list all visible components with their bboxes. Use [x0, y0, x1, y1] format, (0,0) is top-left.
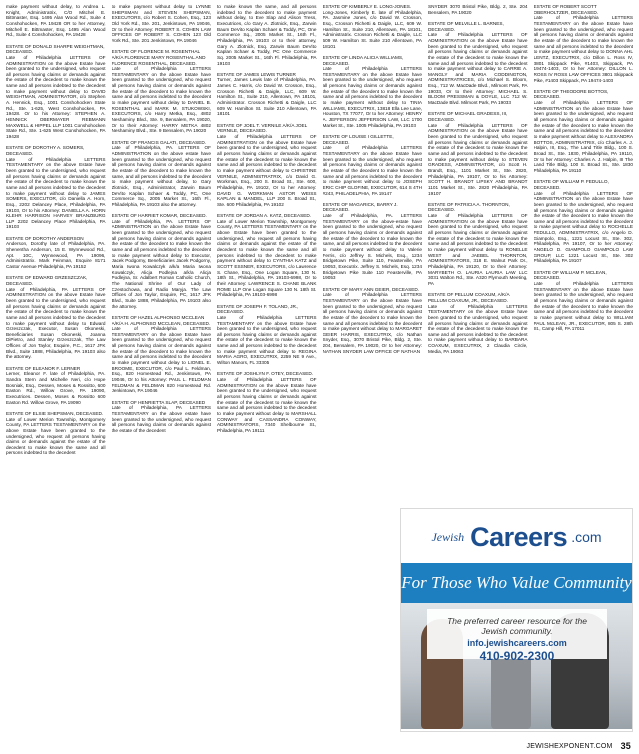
ad-logo-main: Careers [470, 521, 568, 552]
estate-notice-heading: ESTATE OF PATRICIA A. THORNTON, DECEASED. [428, 201, 510, 213]
estate-notice-body: make payment without delay, to Andrea L. Knight, Administratrix, C/O Mitchel E. Bittmaster, Esq. 1495 Alan Wood Rd., Suite 4 Conshohocken, PA 19428 OR to her Attorney, Mitchell E. Bittmaster, Esq. 1495 Alan Wood Rd., Suite 4 Conshohocken, PA 19428 [6, 4, 106, 38]
ad-tagline-line-2: Jewish community. [481, 626, 553, 636]
estate-notice [323, 134, 423, 196]
estate-notice-body: Late of Philadelphia LETTERS TESTAMENTARY on the above Estate have been granted to the undersigned, who request all persons having claims or demands against the estate of the decedent to make known the same and all persons indebted to the decedent to make payment without delay to REGINA MARIA AGRO, EXECUTRIX, 2259 NE 9 Ave., Wilton Manors, FL 33305 [217, 314, 317, 366]
estate-notice-heading: ESTATE OF DOROTHY A. SOMERS, DECEASED. [6, 145, 85, 156]
estate-notice [217, 304, 317, 366]
estate-notice-body: Turner, James Lewis late of Philadelphia, PA. James C. Harris, c/o David W. Crosson, Esq., Crosson Richetti & Daigle, LLC, 609 W. Hamilton St., Suite 210, Allentown, PA 18101, Administrator. Crosson Richetti & Daigle, LLC 609 W. Hamilton St. Suite 210 Allentown, PA 18101 [217, 77, 317, 117]
page-footer [0, 738, 639, 754]
ad-logo [401, 509, 632, 559]
estate-notice-body: Lerner, Eleanor F. late of Philadelphia, PA. Sandra Stern and Michelle Neri, c/o Hope Bosniak, Esq., Dessen, Moses & Rossitto, 600 Easton Rd., Willow Grove, PA 19090, Executrices. Dessen, Moses & Rossitto 600 Easton Rd. Willow Grove, PA 19090 [6, 371, 106, 405]
estate-notice-heading: ESTATE OF MICHAEL GRADESS, III, DECEASED. [428, 111, 508, 122]
estate-notice-heading: ESTATE OF JORDAN A. KATZ, DECEASED. [217, 213, 312, 219]
estate-notice [6, 145, 106, 230]
ad-logo-prefix: Jewish [431, 529, 465, 544]
estate-notice-heading: ESTATE OF LOUISE I GILLETTE, DECEASED. [322, 133, 394, 145]
ad-phone-number: 410-902-2300 [479, 649, 555, 663]
estate-notice-heading: ESTATE OF EDWARD GRZESZCZAK, DECEASED. [6, 275, 88, 286]
estate-notice-body: to make known the same, and all persons indebted to the decedent to make payment without delay, to Eve Slap and Alison Tress, Executrices, c/o Gary A. Zlotnick, Esq., Zarwin Baum DeVito Kaplan Schaer & Toddy, PC, One Commerce Sq., 2005 Market St., 16th Fl., Philadelphia, PA 19103 or to their attorney, Gary A. Zlotnick, Esq. Zarwin Baum DeVito Kaplan Schaer & Toddy, PC One Commerce Sq. 2005 Market St., 16th Fl. Philadelphia, PA 19103 [217, 4, 317, 66]
ad-tagline-box [427, 609, 607, 663]
ad-photo [401, 603, 632, 729]
estate-notice [6, 44, 106, 140]
estate-notice-body: Late of Philadelphia LETTERS TESTAMENTARY on the above Estate have been granted to the undersigned, who request all persons having claims or demands against the estate of the decedent to make known the same and all persons indebted to the decedent to make payment without delay to LIONEL E. BROOME, EXECUTOR, c/o Paul L. Feldman, Esq., 820 Homestead Rd., Jenkintown, PA 19046, Or to his Attorney: PAUL L. FELDMAN FELDMAN & FELDMAN 820 Homestead Rd. Jenkintown, PA 19046 [111, 326, 211, 394]
ad-url-link[interactable]: info.jewishcareers.com [467, 638, 567, 648]
estate-notice [217, 72, 317, 117]
footer-site-name: JEWISHEXPONENT.COM [526, 742, 613, 750]
estate-notice-heading: ESTATE OF MAGARICK, BARRY J. DECEASED. [322, 201, 398, 213]
ad-banner: For Those Who Value Community [401, 563, 632, 603]
estate-notice-body: Late of Philadelphia LETTERS TESTAMENTARY on the above Estate have been granted to the undersigned, who request all persons having claims or demands against the estate of the decedent to make known the same and all persons indebted to the decedent to make payment without delay to JAMES SOMERS, EXECUTOR, c/o Daniella A. Horn, Esq., 2202 Delancey Place, Philadelphia, PA 19103, Or to his Attorney: DANIELLA A. HORN KLEHR HARRISON HARVEY BRANZBURG LLP 2202 Delancey Place Philadelphia, PA 19103 [6, 156, 106, 230]
estate-notice-heading: ESTATE OF ELEANOR F. LERNER [6, 365, 81, 371]
estate-notice-body: to make payment without delay to LYNNE SHEPSMAN and STEVEN SHEPSMAN, EXECUTORS, c/o Robert S. Cohen, Esq., 123 Old York Rd., Ste. 201, Jenkintown, PA 19046, Or to their Attorney: ROBERT S. COHEN LAW OFFICES OF ROBERT S. COHEN 123 Old York Rd., Ste. 201 Jenkintown, PA 19046 [111, 4, 211, 43]
estate-notice-heading: ESTATE OF HENRIETTA SLAP, DECEASED [111, 399, 206, 405]
estate-notice-body: Late of Philadelphia LETTERS TESTAMENTARY on the above Estate have been granted to the undersigned, who request all persons having claims or demands against the estate of the decedent to make known the same and all persons indebted to the decedent to make payment without delay to DANIEL B. ROSENTHAL and MARK M. STUKOWSKI, EXECUTORS, c/o Harry Metka, Esq., 4802 Neshaminy Blvd., Ste. 9, Bensalem, PA 19020, Or to their Attorney: HARRY METKA 4802 Neshaminy Blvd., Ste. 9 Bensalem, PA 19020 [111, 66, 211, 134]
estate-notice-body: Late of Philadelphia LETTERS TESTAMENTARY on the above Estate have been granted to the undersigned, who request all persons having claims or demands against the estate of the decedent to make known the same and all persons indebted to the decedent to make payment without delay to MARGARET GEIER HARRIS, EXECUTRIX, c/o Nathan Snyder, Esq., 3070 Bristol Pike, Bldg. 2, Ste. 204, Bensalem, PA 19020, Or to her Attorney: NATHAN SNYDER LAW OFFICE OF NATHAN [322, 292, 422, 354]
estate-notice-body: SNYDER 3070 Bristol Pike, Bldg. 2, Ste. 204 Bensalem, PA 19020 [428, 4, 528, 15]
estate-notice-body: Late of Philadelphia LETTERS OF ADMINISTRATION on the above Estate have been granted to the undersigned, who request all persons having claims or demands against the estate of the decedent to make known the same and all persons indebted to the decedent to make payment without delay to ALEXANDRA BOTTOS, ADMINISTRATRIX, c/o Charles A. J. Halpin, III, Esq., The Land Title Bldg., 100 S. Broad St., Ste. 1830, Philadelphia, PA 19110, Or to her Attorney: Charles A. J. Halpin, III The Land Title Bldg. 100 S. Broad St., Ste. 1830 Philadelphia, PA 19110 [533, 100, 633, 173]
estate-notice [6, 4, 106, 38]
estate-notice [217, 213, 317, 298]
estate-notice-body: Late of Philadelphia LETTERS TESTAMENTARY on the above Estate have been granted to the undersigned, who request all persons having claims or demands against the estate of the decedent to make known the same and all persons indebted to the decedent to make payment without delay to DONNA AHL LENTZ, EXECUTRIX, c/o Dillon L. Ross IV, 3801 Skippack Pike, #1403, Skippack, PA 19474-1403, Or to her Attorney: DILLON L. ROSS IV ROSS LAW OFFICES 3801 Skippack Pike, #1403 Skippack, PA 19474-1403 [533, 15, 633, 83]
estate-notice-body: Late of Philadelphia, PA LETTERS TESTAMENTARY on the above estate have been granted to the undersigned, who request all persons having claims or demands against the estate of the decedent [111, 405, 211, 433]
estate-notice-heading: ESTATE OF JOSEPH F. TOLAND, JR., DECEASED. [217, 303, 299, 315]
estate-notice-heading: ESTATE OF ROBERT SCOTT OBERHOLTZER, DECEASED. [533, 4, 599, 15]
page-number: 35 [620, 741, 631, 751]
estate-notice [217, 4, 317, 66]
estate-notice-heading: ESTATE OF DONALD SHARPE WEIGHTMAN, DECEASED. [6, 43, 105, 55]
estate-notice-body: Late of Philadelphia LETTERS TESTAMENTARY on the above Estate have been granted to the undersigned, who request all persons having claims or demands against the estate of the decedent to make known the same and all persons indebted to the decedent to make payment without delay to BARBARA COAXUM, EXECUTRIX, 2 Claudia Circle, Media, PA 19063 [428, 303, 528, 354]
estate-notice [217, 123, 317, 208]
estate-notice [534, 270, 634, 332]
estate-notice-body: Late of Philadelphia LETTERS OF ADMINISTRATION on the above Estate have been granted to the undersigned, who request all persons having claims or demands against the estate of the decedent to make known the same and all persons indebted to the decedent to make payment without delay to MARSHALL CONWAY and CASSANDRA CONWAY, ADMINISTRATORS, 7340 Shelbourne St., Philadelphia, PA 19111 [217, 377, 317, 433]
estate-notice-heading: ESTATE OF ELSIE SHEPSMAN, DECEASED. [6, 410, 104, 416]
estate-notice [323, 287, 423, 355]
estate-notice-heading: ESTATE OF DOROTHY ANDERSON [6, 235, 84, 241]
estate-notice-heading: ESTATE OF FLORENCE M. ROSENTHAL A/K/A FLORENCE MARY ROSENTHAL AND FLORENCE ROSENTHAL, DECEASED. [111, 49, 206, 66]
estate-notice [112, 140, 212, 208]
estate-notice-heading: ESTATE OF JOSHLYN F. OTEY, DECEASED. [217, 371, 314, 377]
estate-notice [6, 411, 106, 456]
estate-notice [428, 111, 528, 196]
estate-notice [112, 4, 212, 44]
estate-notice-body: Late of Philadelphia LETTERS OF ADMINISTRATION on the above Estate have been granted to the undersigned, who request all persons having claims or demands against the estate of the decedent to make known the same and all persons indebted to the decedent to make payment without delay to CARRIE A. MANGLY and MARIA CODDINGTON, ADMINISTRATRICES, c/o Michael S. Bloom, Esq., 712 W. MacDade Blvd., Milmont Park, PA 19033, Or to their Attorney: MICHAEL S. BLOOM PRESSMAN & DOYLE, LLC 712 W. MacDade Blvd. Milmont Park, PA 19033 [428, 32, 528, 106]
estate-notice-body: Late of Philadelphia LETTERS TESTAMENTARY on the above Estate have been granted to the undersigned, who request all persons having claims or demands against the estate of the decedent to make known the same and all persons indebted to the decedent to make payment without delay to TINIA WILLIAMS, EXECUTRIX, 13818 Ella Lee Lane, Houston, TX 77077, Or to her Attorney: HENRY A. JEFFERSON JEFFERSON LAW, LLC 1700 Market St., Ste. 1005 Philadelphia, PA 19103 [322, 66, 422, 128]
estate-notice-heading: ESTATE OF THEODORE BOTTOS, DECEASED. [533, 88, 609, 100]
estate-notice [323, 55, 423, 129]
estate-notice [6, 236, 106, 270]
estate-notice-body: Late of Philadelphia, PA. LETTERS TESTAMENTARY on the above-estate have been granted to the undersigned, who request all persons having claims or demands against the estate of the decedent to make known the same, and all persons indebted to the decedent to make payment without delay to Valerie Ferris, c/o Jeffrey S. Michels, Esq., 1234 Bridgetown Pike, Suite 110, Feasterville, PA 19053, Executrix. Jeffrey S. Michels, Esq. 1234 Bridgetown Pike Suite 110 Feasterville, PA 19053 [322, 213, 422, 281]
estate-notice-body: Late of Philadelphia, PA LETTERS OF ADMINISTRATION on the above Estate have been granted to the undersigned, who request all persons having claims or demands against the estate of the decedent to make known the same and all persons indebted to the decedent to make payment without delay to Edward Grzeszczak, Executor, Susan Okoneski, Beneficiaries Susan Okoneski, Joanna DiPietro, and Stanley Grzeszczak, The Law Offices of Jon Taylor, Esquire, P.C., 1617 JFK Blvd., Suite 1888, Philadelphia, PA 19103 also the attorney. [6, 286, 106, 360]
estate-notice-heading: ESTATE OF FRANCIS GALATI, DECEASED. [111, 139, 207, 145]
estate-notice-heading: ESTATE OF LINDA ALICIA WILLIAMS, DECEASED. [322, 54, 404, 66]
estate-notice-heading: ESTATE OF JOEL T. VERNILE A/K/A JOEL VERNILE, DECEASED. [217, 122, 308, 134]
estate-notice-heading: ESTATE OF PELLUM COAXUM, A/K/A PELLUM COAXUM, JR., DECEASED. [428, 292, 510, 303]
estate-notice-body: Late of Lower Merion Township, Montgomery County, PA LETTERS TESTAMENTARY on the above Estate have been granted to the undersigned, who request all persons having claims or demands against the estate of the decedent to make known the same and all persons indebted to the decedent [6, 416, 106, 456]
estate-notice [112, 213, 212, 309]
estate-notice-heading: ESTATE OF HAZEL ALPHONSO MCCLEAN A/K/A H. ALPHONSO MCCLEAN, DECEASED. [111, 314, 211, 326]
estate-notice-heading: ESTATE OF KIMBERLY E. LONG-JONES. [322, 4, 412, 9]
estate-notice-body: Late of Lower Merion Township, Montgomery County, PA LETTERS TESTAMENTARY on the above Estate have been granted to the undersigned, who request all persons having claims or demands against the estate of the decedent to make known the same and all persons indebted to the decedent to make payment without delay to CYNTHIA KATZ and SCOTT ESSNER, EXECUTORS, c/o Lawrence S. Chane, Esq., One Logan Square, 130 N. 18th St., Philadelphia, PA 19103-6998, Or to their Attorney: LAWRENCE S. CHANE BLANK ROME LLP One Logan Square 130 N. 18th St. Philadelphia, PA 19103-6998 [217, 218, 317, 298]
estate-notice [323, 4, 423, 49]
estate-notice [217, 371, 317, 433]
estate-notice-body: Late of Philadelphia LETTERS OF ADMINISTRATION on the above Estate have been granted to the undersigned, who request all persons having claims or demands against the estate of the decedent to make known the same and all persons indebted to the decedent to make payment without delay to RONELLE WEST and JAEBEL THORNTON, ADMINISTRATORS, 318 E. Walnut Park Dr., Philadelphia, PA 19120, Or to their Attorney: MARYBETH O. LAURIA LAURIA LAW LLC 3031 Walton Rd., Ste. A320 Plymouth Meeting, PA [428, 213, 528, 286]
notice-column-2 [112, 4, 212, 732]
estate-notice [534, 89, 634, 174]
estate-notice-heading: ESTATE OF MARY ANN GEIER, DECEASED. [322, 286, 420, 292]
estate-notice [112, 315, 212, 394]
estate-notice-heading: ESTATE OF JAMES LEWIS TURNER [217, 71, 296, 77]
estate-notice-body: Late of Philadelphia LETTERS OF ADMINISTRATION on the above Estate have been granted to the undersigned, who request all persons having claims or demands against the estate of the decedent to make known the same and all persons indebted to the decedent to make payment without delay to DAVID WEIGHTMAN, ADMINISTRATOR, c/o Stephen A. Hennick, Esq., 1001 Conshohocken State Rd., Ste. 1-625, West Conshohocken, PA 19428. Or to his Attorney: STEPHEN A. HENNICK OBERMAYER REBMANN MAXWELL & HIPPEL LLP 1001 Conshohocken State Rd., Ste. 1-625 West Conshohocken, PA 19428 [6, 54, 106, 140]
estate-notice-heading: ESTATE OF WILLIAM P. FEDULLO, DECEASED. [533, 179, 609, 190]
notice-column-3 [217, 4, 317, 732]
estate-notice-body: Late of Philadelphia, PA. LETTERS OF ADMINISTRATION on the above Estate have been granted to the undersigned, who request all persons having claims or demands against the estate of the decedent to make known the same and all persons indebted to the decedent to make payment without delay to Executor, Jacek Podgorny, Beneficiaries Jacek Podgorny, Maria Iwona Kowalczyk a/k/a Maria Iwona Kowalczyk, Alicja Podlejna a/k/a Alicja Podlejna, Sr. Adalbert Roman Catholic Church, The National Shrine of Our Lady of Czestochowa, and Radio Maryja. The Law Offices of Jon Taylor, Esquire, PC, 1617 JFK Blvd., Suite 1888, Philadelphia, PA 19103 also the attorney. [111, 218, 211, 309]
estate-notice-heading: ESTATE OF MELVILLE L. BARNES, DECEASED. [428, 20, 504, 32]
estate-notice-body: Late of Philadelphia LETTERS TESTAMENTARY on the above Estate have been granted to the undersigned, who request all persons having claims or demands against the estate of the decedent to make known the same and all persons indebted to the decedent to make payment without delay to WILLIAM PAUL McLEAN, JR., EXECUTOR, 805 S. 28th St., Camp Hill, PA 17011 [533, 280, 633, 332]
notice-column-1 [6, 4, 106, 732]
estate-notice [534, 4, 634, 83]
estate-notice [6, 366, 106, 406]
estate-notice-heading: ESTATE OF WILLIAM P. MCLEAN, DECEASED. [533, 269, 607, 281]
estate-notice-body: Late of Philadelphia LETTERS TESTAMENTARY on the above Estate have been granted to the undersigned, who request all persons having claims or demands against the estate of the decedent to make known the same and all persons indebted to the decedent to make payment without delay to JOSEPH ERIC CHIP GLOFINE, EXECUTOR, 614 S 4TH #243, PHILADELPHIA, PA 19147 [322, 145, 422, 196]
estate-notice [534, 179, 634, 264]
estate-notice [428, 21, 528, 106]
estate-notice [428, 292, 528, 354]
estate-notice-body: Late of Philadelphia LETTERS OF ADMINISTRATION on the above Estate have been granted to the undersigned, who request all persons having claims or demands against the estate of the decedent to make known the same and all persons indebted to the decedent to make payment without delay to CHRISTINE VERNILE, ADMINISTRATRIX, c/o David G. Workman, Esq., 200 S. Broad St., Ste. 600, Philadelphia, PA 19102, Or to her Attorney: DAVID G. WORKMAN ASTOR WEISS KAPLAN & MANDEL, LLP 200 S. Broad St., Ste. 600 Philadelphia, PA 19102 [217, 133, 317, 207]
jewish-careers-advertisement[interactable] [400, 508, 633, 732]
estate-notice-body: Late of Philadelphia LETTERS OF ADMINISTRATION on the above Estate have been granted to the undersigned, who request all persons having claims or demands against the estate of the decedent to make known the same and all persons indebted to the decedent to make payment without delay to STEVEN GRADESS, ADMINISTRATOR, c/o Scott H. Brandt, Esq., 1101 Market St., Ste. 2820, Philadelphia, PA 19107, Or to his Attorney: SCOTT H. BRANDT LIPSKY AND BRANDT 1101 Market St., Ste. 2820 Philadelphia, PA 19107 [428, 122, 528, 196]
estate-notice-body: Anderson, Dorothy late of Philadelphia, PA. Shenentha Anderson, 15 E. Wynnewood Rd., Apt. 10C, Wynnewood, PA 19096, Administratrix. Mark Feinman, Esquire 8171 Castor Avenue Philadelphia, PA 19152 [6, 241, 106, 269]
estate-notice [428, 4, 528, 15]
estate-notice-body: Late of Philadelphia, PA. LETTERS OF ADMINISTRATION on the above estate have been granted to the undersigned, who request all persons having claims or demands against the estate of the decedent to make known the same, and all persons indebted to the decedent to make payment without delay, to Gary Zlotnick, Esq., Administrator, Zarwin Baum DeVito Kaplan Schaer & Toddy, PC, One Commerce Sq., 2005 Market St., 16th Fl., Philadelphia, PA 19103 also the attorney. [111, 145, 211, 207]
ad-logo-suffix: .com [571, 529, 602, 545]
estate-notice-body: Late of Philadelphia LETTERS OF ADMINISTRATION on the above Estate have been granted to the undersigned, who request all persons having claims or demands against the estate of the decedent to make known the same and all persons indebted to the decedent to make payment without delay to ROCHELLE FEDULLO, ADMINISTRATRIX, c/o Angelo D. Giampolo, Esq., 1221 Locust St., Ste. 302, Philadelphia, PA 19107, Or to her Attorney: ANGELO D. GIAMPOLO GIAMPOLO LAW GROUP, LLC 1221 Locust St., Ste. 302 Philadelphia, PA 19107 [533, 190, 633, 264]
estate-notice-heading: ESTATE OF HARRIET KOMAR, DECEASED. [111, 213, 207, 219]
ad-tagline-line-1: The preferred career resource for the [447, 616, 587, 626]
estate-notice-body: Long-Jones, Kimberly E. late of Philadelphia, PA. Jasmine Jones, c/o David W. Crosson, Esq., Crosson Richetti & Daigle, LLC, 609 W. Hamilton St., Suite 210, Allentown, PA 18101, Administratrix. Crosson Richetti & Daigle, LLC 609 W. Hamilton St. Suite 210 Allentown, PA 18101 [322, 9, 422, 49]
estate-notice [6, 275, 106, 360]
estate-notice [112, 400, 212, 434]
estate-notice [112, 49, 212, 134]
estate-notice [428, 202, 528, 287]
estate-notice [323, 202, 423, 281]
